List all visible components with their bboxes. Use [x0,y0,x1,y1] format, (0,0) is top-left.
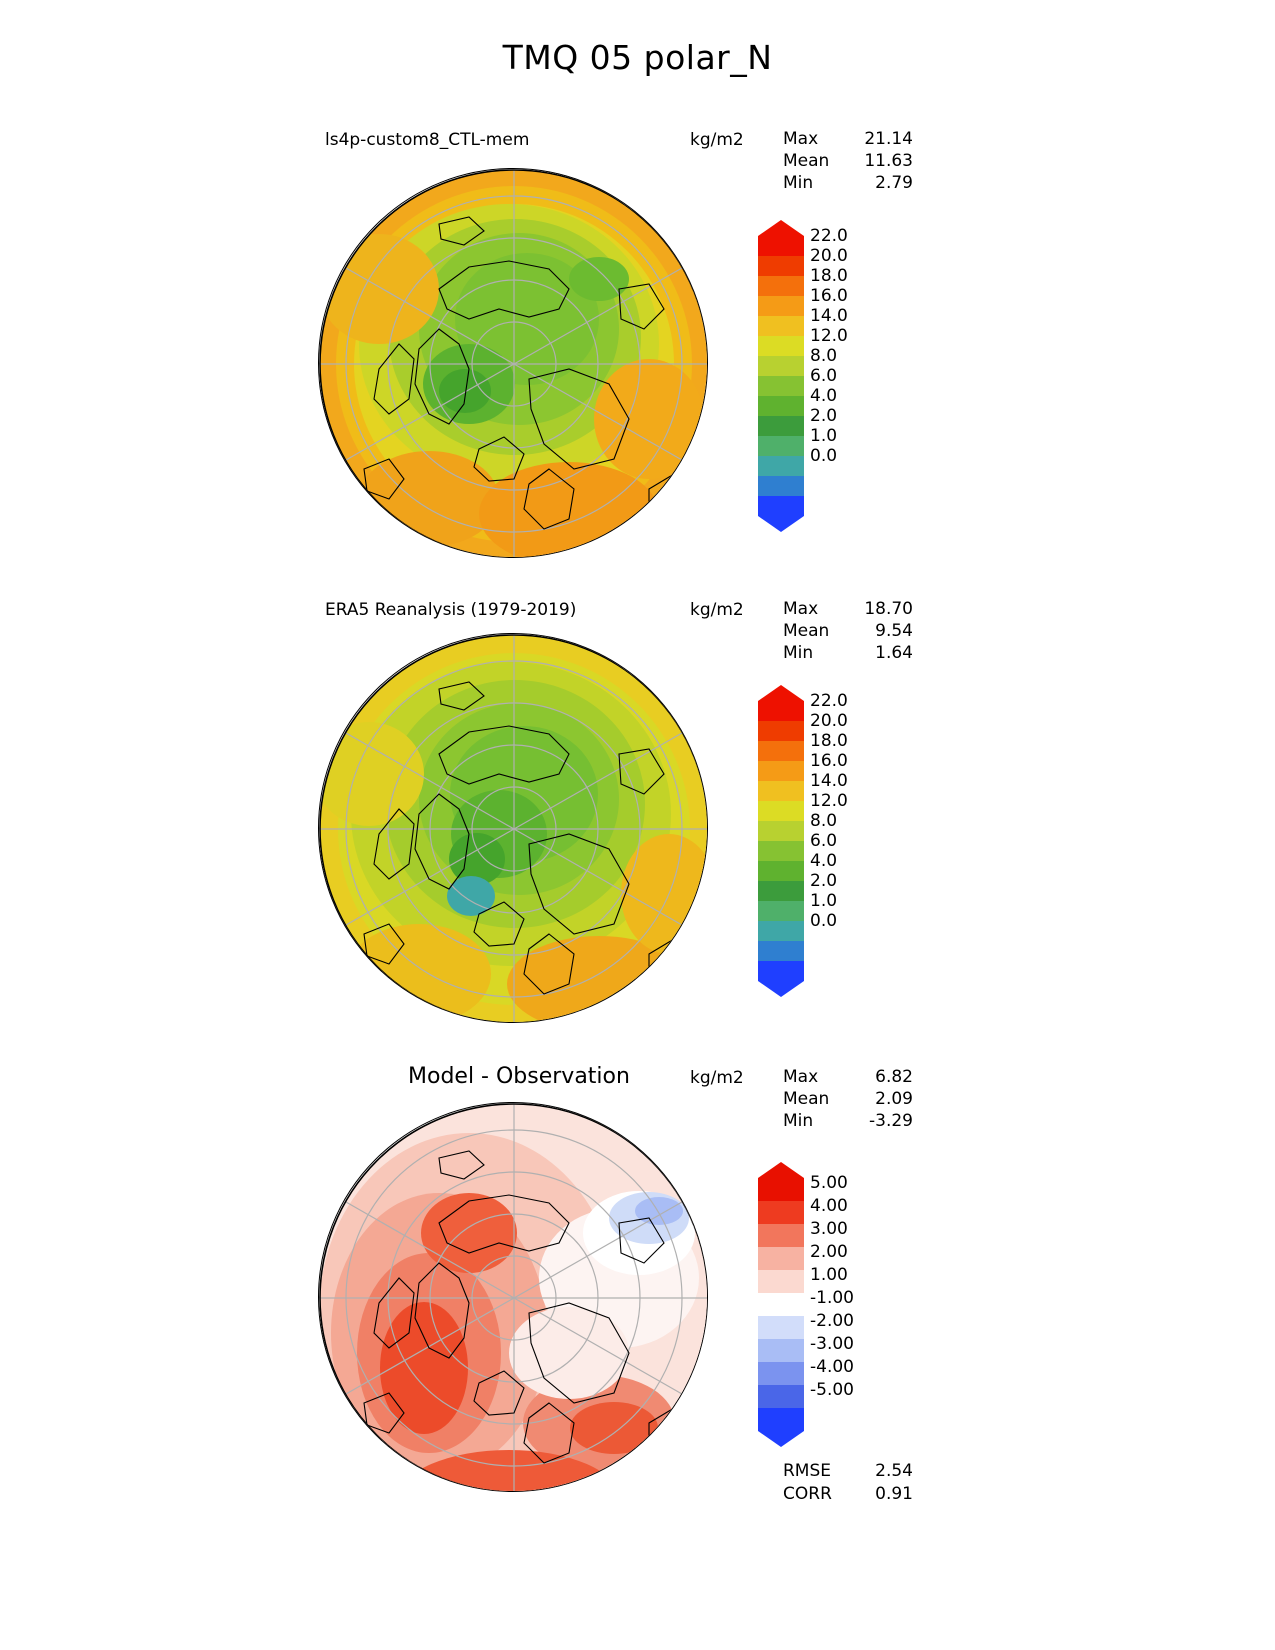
colorbar-segment [758,1247,804,1270]
stat-row [783,598,913,620]
skill-label: RMSE [783,1461,832,1481]
colorbar-tick-label: 18.0 [810,266,848,286]
colorbar-tick-label: 22.0 [810,226,848,246]
colorbar-tick-label: 20.0 [810,711,848,731]
colorbar-tick-label: 1.0 [810,426,838,446]
stats-difference [783,1066,913,1132]
colorbar-tick-label: 12.0 [810,791,848,811]
skill-label: CORR [783,1484,832,1504]
stat-row [783,172,913,194]
colorbar-tick-label: 22.0 [810,691,848,711]
stat-value: 2.09 [875,1089,913,1109]
colorbar-tick-label: 6.0 [810,366,838,386]
colorbar-segment [758,1178,804,1201]
stat-value: 21.14 [864,129,913,149]
colorbar-segment [758,801,804,821]
colorbar-segment [758,1362,804,1385]
colorbar-segment [758,921,804,941]
colorbar-tick-label: 14.0 [810,306,848,326]
colorbar-tick-label: -2.00 [810,1311,854,1331]
colorbar-tick-label: 12.0 [810,326,848,346]
colorbar-segment [758,436,804,456]
colorbar-segment [758,701,804,721]
colorbar-segment [758,336,804,356]
colorbar-segment [758,961,804,981]
units-label-observation: kg/m2 [690,600,744,620]
colorbar-arrow-bottom [758,516,804,532]
stat-value: 9.54 [875,621,913,641]
colorbar-tick-label: -4.00 [810,1357,854,1377]
colorbar-segment [758,456,804,476]
stat-row [783,1110,913,1132]
colorbar-model [758,220,848,532]
colorbar-segment [758,841,804,861]
stat-label: Min [783,1111,814,1131]
colorbar-tick-label: 3.00 [810,1219,848,1239]
stat-label: Mean [783,151,830,171]
colorbar-segment [758,276,804,296]
colorbar-segment [758,721,804,741]
stat-value: 18.70 [864,599,913,619]
stat-value: 6.82 [875,1067,913,1087]
panel-title-observation: ERA5 Reanalysis (1979-2019) [325,600,577,620]
colorbar-segment [758,1293,804,1316]
colorbar-tick-label: 8.0 [810,346,838,366]
colorbar-segment [758,316,804,336]
stat-label: Min [783,643,814,663]
colorbar-difference [758,1162,854,1447]
colorbar-segment [758,396,804,416]
colorbar-segment [758,1316,804,1339]
stats-model [783,128,913,194]
colorbar-segment [758,496,804,516]
colorbar-segment [758,376,804,396]
stat-row [783,642,913,664]
colorbar-segment [758,476,804,496]
colorbar-tick-label: 0.0 [810,911,838,931]
colorbar-segment [758,256,804,276]
colorbar-segment [758,1224,804,1247]
page-title: TMQ 05 polar_N [502,38,773,77]
colorbar-segment [758,781,804,801]
colorbar-tick-label: 1.0 [810,891,838,911]
colorbar-arrow-bottom [758,1431,804,1447]
colorbar-tick-label: 4.0 [810,851,838,871]
colorbar-tick-label: 2.00 [810,1242,848,1262]
colorbar-segment [758,861,804,881]
panel-title-difference: Model - Observation [408,1064,630,1089]
colorbar-arrow-top [758,1162,804,1178]
colorbar-segment [758,296,804,316]
colorbar-tick-label: 2.0 [810,406,838,426]
colorbar-observation [758,685,848,997]
colorbar-segment [758,881,804,901]
colorbar-tick-label: 8.0 [810,811,838,831]
colorbar-tick-label: 18.0 [810,731,848,751]
colorbar-arrow-top [758,685,804,701]
skill-row [783,1483,913,1506]
skill-row [783,1460,913,1483]
colorbar-arrow-top [758,220,804,236]
colorbar-segment [758,236,804,256]
colorbar-arrow-bottom [758,981,804,997]
colorbar-tick-label: 4.00 [810,1196,848,1216]
skill-scores [783,1460,913,1506]
stat-row [783,1066,913,1088]
polar-map-observation [318,633,708,1023]
colorbar-segment [758,1201,804,1224]
skill-value: 0.91 [875,1484,913,1504]
colorbar-segment [758,1270,804,1293]
stat-value: 1.64 [875,643,913,663]
colorbar-tick-label: 5.00 [810,1173,848,1193]
colorbar-segment [758,416,804,436]
polar-map-difference [318,1102,708,1492]
colorbar-segment [758,941,804,961]
colorbar-tick-label: 16.0 [810,286,848,306]
units-label-difference: kg/m2 [690,1068,744,1088]
stat-label: Max [783,599,819,619]
colorbar-tick-label: 6.0 [810,831,838,851]
units-label-model: kg/m2 [690,130,744,150]
colorbar-tick-label: 4.0 [810,386,838,406]
stat-row [783,150,913,172]
colorbar-segment [758,1408,804,1431]
stat-row [783,128,913,150]
colorbar-tick-label: 0.0 [810,446,838,466]
stat-label: Min [783,173,814,193]
colorbar-tick-label: 2.0 [810,871,838,891]
colorbar-tick-label: 14.0 [810,771,848,791]
panel-title-model: ls4p-custom8_CTL-mem [325,130,530,150]
stat-label: Max [783,1067,819,1087]
stat-value: 11.63 [864,151,913,171]
stat-row [783,620,913,642]
colorbar-segment [758,1385,804,1408]
colorbar-tick-label: 20.0 [810,246,848,266]
stat-value: 2.79 [875,173,913,193]
stat-label: Mean [783,1089,830,1109]
colorbar-segment [758,356,804,376]
colorbar-tick-label: -1.00 [810,1288,854,1308]
colorbar-segment [758,901,804,921]
colorbar-tick-label: -5.00 [810,1380,854,1400]
stat-label: Mean [783,621,830,641]
stat-label: Max [783,129,819,149]
colorbar-segment [758,821,804,841]
stat-row [783,1088,913,1110]
colorbar-segment [758,761,804,781]
skill-value: 2.54 [875,1461,913,1481]
colorbar-tick-label: 16.0 [810,751,848,771]
stats-observation [783,598,913,664]
colorbar-tick-label: -3.00 [810,1334,854,1354]
colorbar-tick-label: 1.00 [810,1265,848,1285]
colorbar-segment [758,741,804,761]
polar-map-model [318,168,708,558]
colorbar-segment [758,1339,804,1362]
stat-value: -3.29 [869,1111,913,1131]
